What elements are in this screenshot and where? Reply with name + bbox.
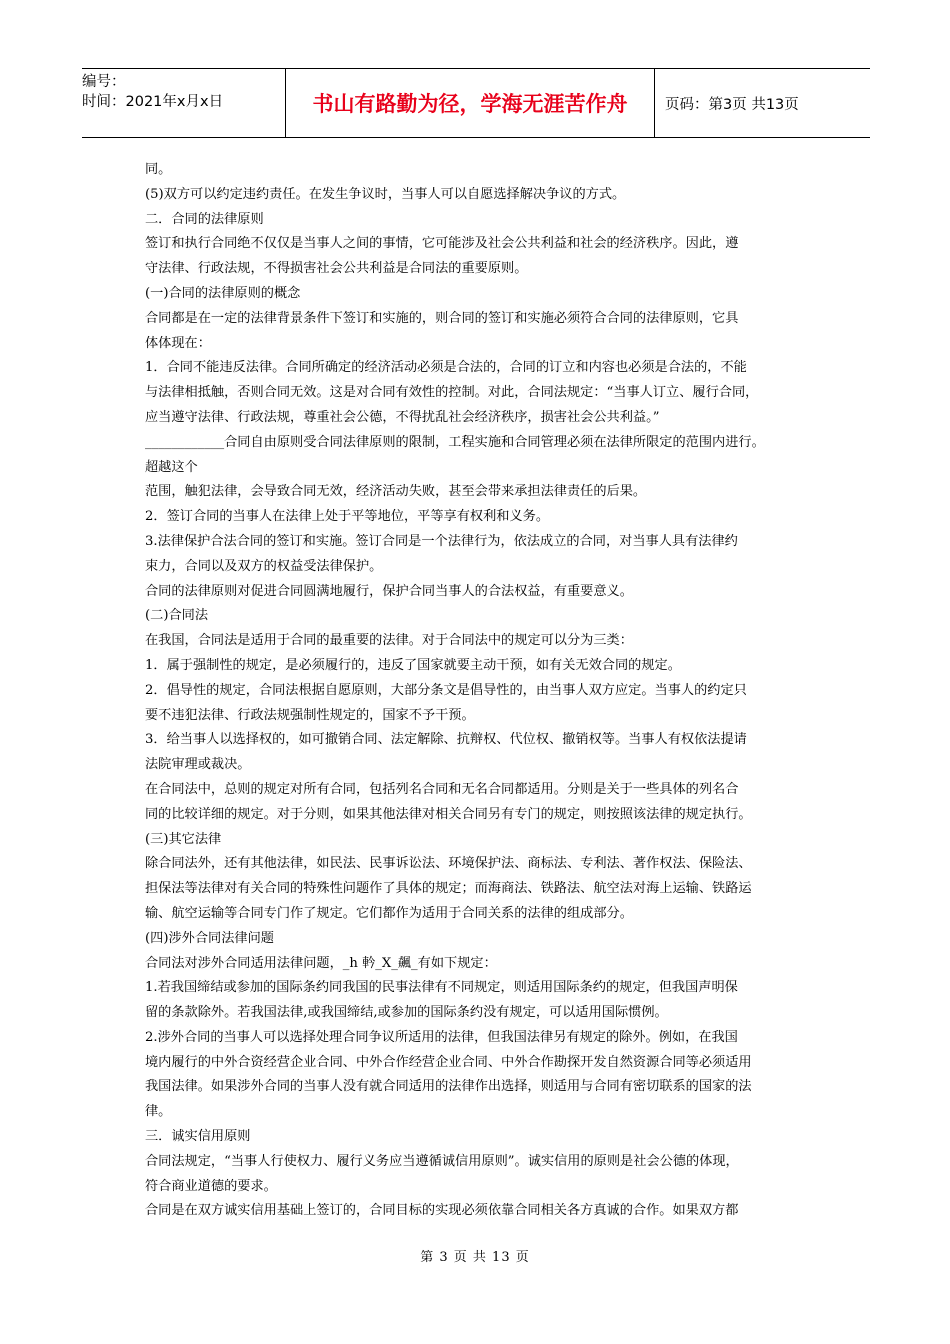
text-line: (四)涉外合同法律问题 — [145, 930, 274, 946]
text-line: 2.涉外合同的当事人可以选择处理合同争议所适用的法律，但我国法律另有规定的除外。例如，在我国 — [145, 1029, 738, 1045]
text-line: 应当遵守法律、行政法规，尊重社会公德，不得扰乱社会经济秩序，损害社会公共利益。” — [145, 409, 660, 425]
text-line: 1．合同不能违反法律。合同所确定的经济活动必须是合法的，合同的订立和内容也必须是合法的，不能 — [145, 360, 747, 376]
footer-page-number: 第 3 页 共 13 页 — [420, 1250, 530, 1265]
text-line: 法院审理或裁决。 — [145, 757, 251, 773]
text-line: 体体现在： — [145, 335, 211, 351]
text-line: 范围，触犯法律，会导致合同无效，经济活动失败，甚至会带来承担法律责任的后果。 — [145, 484, 647, 500]
page-info-text: 页码：第3页 共13页 — [665, 96, 799, 113]
text-line: 与法律相抵触，否则合同无效。这是对合同有效性的控制。对此，合同法规定：“当事人订立、履行合同， — [145, 385, 759, 401]
text-line: 合同法对涉外合同适用法律问题，_h 軡_X_飆_有如下规定： — [145, 955, 497, 971]
text-line: 守法律、行政法规，不得损害社会公共利益是合同法的重要原则。 — [145, 261, 528, 277]
text-line: 签订和执行合同绝不仅仅是当事人之间的事情，它可能涉及社会公共利益和社会的经济秩序。因此，遵 — [145, 236, 739, 252]
header-page-info — [655, 69, 870, 137]
text-line: 2．倡导性的规定，合同法根据自愿原则，大部分条文是倡导性的，由当事人双方应定。当事人的约定只 — [145, 682, 747, 698]
document-body — [145, 158, 815, 1224]
text-line: 境内履行的中外合资经营企业合同、中外合作经营企业合同、中外合作勘探开发自然资源合同等必须适用 — [145, 1054, 752, 1070]
text-line: 律。 — [145, 1104, 172, 1120]
text-line: 同。 — [145, 162, 172, 177]
text-line: 输、航空运输等合同专门作了规定。它们都作为适用于合同关系的法律的组成部分。 — [145, 905, 633, 921]
text-line: 合同法规定，“当事人行使权力、履行义务应当遵循诚信用原则”。诚实信用的原则是社会公德的体现， — [145, 1153, 739, 1169]
text-line: 2．签订合同的当事人在法律上处于平等地位，平等享有权利和义务。 — [145, 509, 550, 525]
text-line: 3．给当事人以选择权的，如可撤销合同、法定解除、抗辩权、代位权、撤销权等。当事人有权依法提请 — [145, 732, 747, 748]
header-meta — [82, 69, 285, 137]
text-line: 除合同法外，还有其他法律，如民法、民事诉讼法、环境保护法、商标法、专利法、著作权法、保险法、 — [145, 856, 752, 872]
text-line: 符合商业道德的要求。 — [145, 1178, 277, 1194]
text-line: 要不违犯法律、行政法规强制性规定的，国家不予干预。 — [145, 707, 475, 723]
text-line: 合同的法律原则对促进合同圆满地履行，保护合同当事人的合法权益，有重要意义。 — [145, 583, 633, 599]
serial-label: 编号： — [82, 74, 126, 90]
text-line: ____________合同自由原则受合同法律原则的限制，工程实施和合同管理必须在法律所限定的范围内进行。 — [145, 434, 765, 450]
text-line: 我国法律。如果涉外合同的当事人没有就合同适用的法律作出选择，则适用与合同有密切联系的国家的法 — [145, 1079, 752, 1095]
text-line: 同的比较详细的规定。对于分则，如果其他法律对相关合同另有专门的规定，则按照该法律的规定执行。 — [145, 806, 752, 822]
motto-text: 书山有路勤为径，学海无涯苦作舟 — [312, 92, 628, 116]
header-motto-cell — [285, 69, 655, 137]
text-line: 担保法等法律对有关合同的特殊性问题作了具体的规定；而海商法、铁路法、航空法对海上运输、铁路运 — [145, 881, 752, 897]
text-line: 合同是在双方诚实信用基础上签订的，合同目标的实现必须依靠合同相关各方真诚的合作。如果双方都 — [145, 1203, 739, 1219]
text-line: (三)其它法律 — [145, 831, 222, 847]
text-line: 合同都是在一定的法律背景条件下签订和实施的，则合同的签订和实施必须符合合同的法律原则，它具 — [145, 310, 739, 326]
text-line: 在我国，合同法是适用于合同的最重要的法律。对于合同法中的规定可以分为三类： — [145, 633, 633, 649]
text-line: 1．属于强制性的规定，是必须履行的，违反了国家就要主动干预，如有关无效合同的规定。 — [145, 657, 681, 673]
text-line: 超越这个 — [145, 459, 198, 475]
page-footer — [0, 1246, 950, 1265]
text-line: (5)双方可以约定违约责任。在发生争议时，当事人可以自愿选择解决争议的方式。 — [145, 186, 626, 202]
page-header — [82, 68, 870, 138]
text-line: 1.若我国缔结或参加的国际条约同我国的民事法律有不同规定，则适用国际条约的规定，但我国声明保 — [145, 980, 738, 996]
time-label: 时间：2021年x月x日 — [82, 94, 224, 110]
text-line: 三．诚实信用原则 — [145, 1129, 251, 1145]
text-line: 在合同法中，总则的规定对所有合同，包括列名合同和无名合同都适用。分则是关于一些具体的列名合 — [145, 781, 739, 797]
text-line: 束力，合同以及双方的权益受法律保护。 — [145, 558, 383, 574]
text-line: 留的条款除外。若我国法律,或我国缔结,或参加的国际条约没有规定，可以适用国际惯例。 — [145, 1005, 668, 1021]
text-line: (一)合同的法律原则的概念 — [145, 285, 301, 301]
text-line: 3.法律保护合法合同的签订和实施。签订合同是一个法律行为，依法成立的合同，对当事人具有法律约 — [145, 533, 738, 549]
text-line: (二)合同法 — [145, 608, 209, 624]
text-line: 二．合同的法律原则 — [145, 211, 264, 227]
